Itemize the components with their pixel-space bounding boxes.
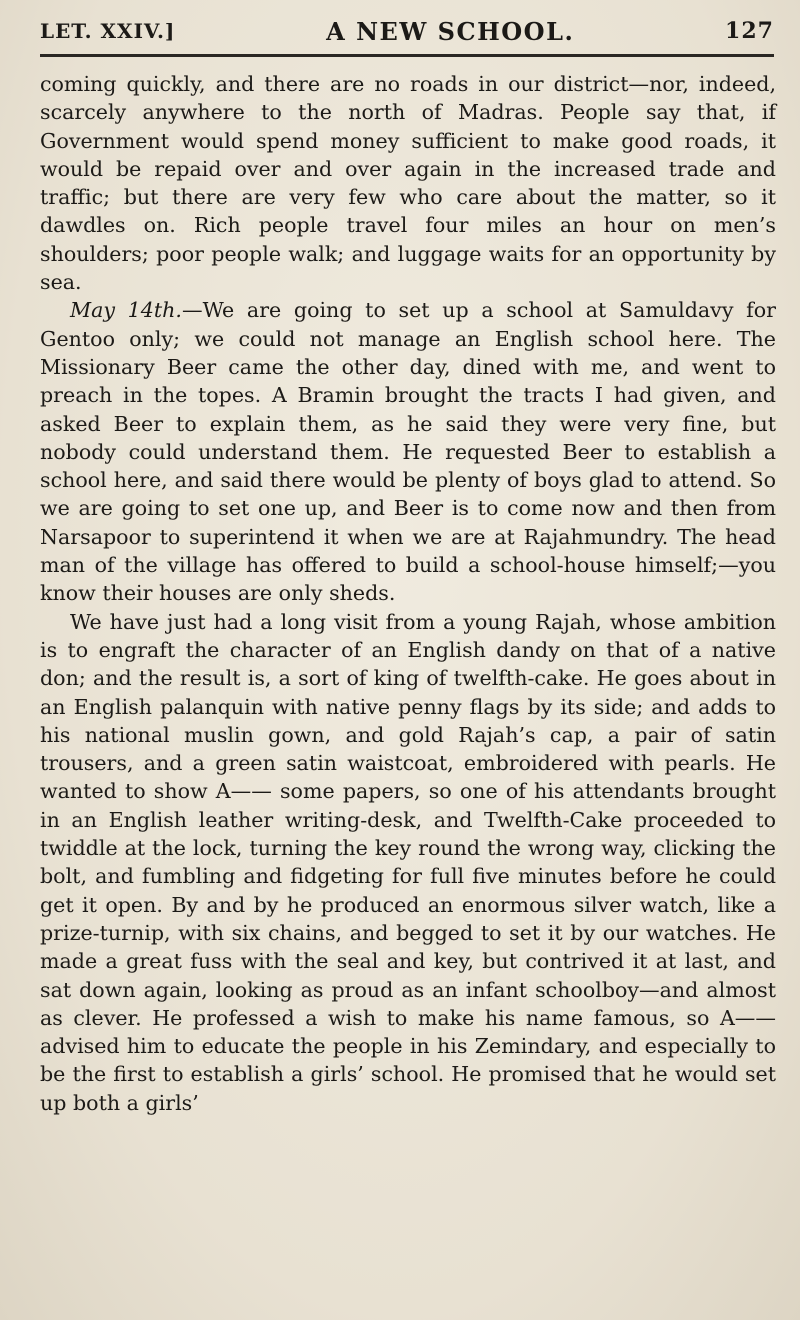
section-title: A NEW SCHOOL. [326,16,575,46]
paragraph-2-text: —We are going to set up a school at Samuldavy for Gentoo only; we could not manage an English school here. The Missionary Beer came the other day, dined with me, and went to preach in the topes. A Bramin brought the tracts I had given, and asked Beer to explain them, as he said they were very fine, but nobody could understand them. He requested Beer to establish a school here, and said there would be plenty of boys glad to attend. So we are going to set one up, and Beer is to come now and then from Narsapoor to superintend it when we are at Rajahmundry. The head man of the village has offered to build a school-house himself;—you know their houses are only sheds. [40,298,776,606]
paragraph-3-text: We have just had a long visit from a young Rajah, whose ambition is to engraft the character of an English dandy on that of a native don; and the result is, a sort of king of twelfth-cake. He goes about in an English palanquin with native penny flags by its side; and adds to his national muslin gown, and gold Rajah’s cap, a pair of satin trousers, and a green satin waistcoat, embroidered with pearls. He wanted to show A—— some papers, so one of his attendants brought in an English leather writing-desk, and Twelfth-Cake proceeded to twiddle at the lock, turning the key round the wrong way, clicking the bolt, and fumbling and fidgeting for full five minutes before he could get it open. By and by he produced an enormous silver watch, like a prize-turnip, with six chains, and begged to set it by our watches. He made a great fuss with the seal and key, but contrived it at last, and sat down again, looking as proud as an infant schoolboy—and almost as clever. He professed a wish to make his name famous, so A—— advised him to educate the people in his Zemindary, and especially to be the first to establish a girls’ school. He promised that he would set up both a girls’ [40,609,776,1115]
paragraph-3 [40,608,776,1117]
paragraph-1-text: coming quickly, and there are no roads in our district—nor, indeed, scarcely anywhere to the north of Madras. People say that, if Government would spend money sufficient to make good roads, it would be repaid over and over again in the increased trade and traffic; but there are very few who care about the matter, so it dawdles on. Rich people travel four miles an hour on men’s shoulders; poor people walk; and luggage waits for an opportunity by sea. [40,72,776,295]
page-number: 127 [725,18,774,44]
header-rule [40,54,774,57]
chapter-reference: LET. XXIV.] [40,19,176,43]
paragraph-1 [40,70,776,296]
diary-date: May 14th. [70,298,182,323]
body-text [40,70,776,1117]
running-head [40,14,774,48]
paragraph-2 [40,296,776,607]
